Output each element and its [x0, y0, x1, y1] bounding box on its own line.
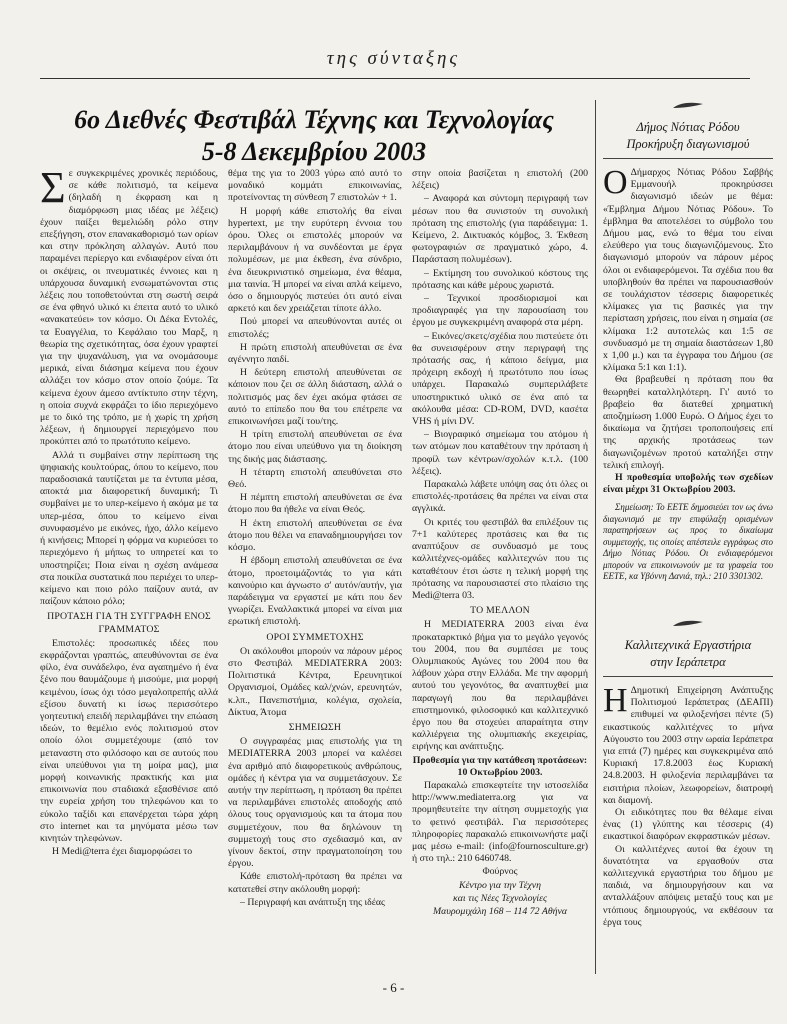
paragraph: Κάθε επιστολή-πρόταση θα πρέπει να κατατεθεί στην ακόλουθη μορφή:: [228, 871, 402, 895]
paragraph: στην οποία βασίζεται η επιστολή (200 λέξεις): [412, 168, 588, 192]
paragraph: – Εκτίμηση του συνολικού κόστους της πρότασης και κάθε μέρους χωριστά.: [412, 267, 588, 291]
feather-ornament-icon: [603, 618, 773, 634]
paragraph: Η MEDIATERRA 2003 είναι ένα προκαταρκτικό βήμα για το μεγάλο γεγονός του 2004, που θα συμπέσει με τους Ολυμπιακούς Αγώνες του 2004 που θα λάβουν χώρα στην Ελλάδα. Με την αφορμή αυτού του γεγονότος, θα αναπτυχθεί μια παραγωγή που θα περιλαμβάνει επιστημονικό, φιλοσοφικό και καλλιτεχνικό έργο που θα στοχεύει απαραίτητα στην καλλιέργεια της ολυμπιακής εκεχειρίας, ειρήνης και ανάπτυξης.: [412, 619, 588, 753]
paragraph: Παρακαλώ επισκεφτείτε την ιστοσελίδα http://www.mediaterra.org για να προμηθευτείτε την αίτηση συμμετοχής για το φετινό φεστιβάλ. Για περισσότερες πληροφορίες παρακαλώ επικοινωνήστε μαζί μας μέσω e-mail: (info@fournosculture.gr) ή στο τηλ.: 210 6460748.: [412, 779, 588, 865]
article-title-line2: 5-8 Δεκεμβρίου 2003: [201, 137, 427, 166]
sidebar-title-line1: Καλλιτεχνικά Εργαστήρια: [624, 638, 752, 652]
header-rule: [40, 78, 750, 79]
sidebar-title-line1: Δήμος Νότιας Ρόδου: [636, 120, 740, 134]
dropcap: Η: [603, 682, 628, 719]
deadline-text: Προθεσμία για την κατάθεση προτάσεων: 10 Οκτωβρίου 2003.: [412, 754, 588, 778]
sidebar-title-line2: Προκήρυξη διαγωνισμού: [626, 137, 750, 151]
paragraph: – Αναφορά και σύντομη περιγραφή των μέσων που θα συνιστούν τη συνολική πρόταση της επιστολής (για παράδειγμα: 1. Κείμενο, 2. Δικτυακός κόμβος, 3. Έκθεση φωτογραφιών σε πραγματικό χώρο, 4. Παράσταση πολυμέσων).: [412, 193, 588, 266]
signature-address: Μαυρομιχάλη 168 – 114 72 Αθήνα: [433, 905, 567, 917]
article-column-1: [40, 168, 218, 974]
paragraph: Επιστολές: προσωπικές ιδέες που εκφράζονται γραπτώς, απευθύνονται σε ένα φίλο, ένα συνάδελφο, ένα αγαπημένο ή ένα ξένο που θαυμάζουμε ή μισούμε, μια μορφή κειμένου, ίσως όχι τόσο μεγαλοπρεπής αλλά εξίσου δυνατή κι ίσως περισσότερο γοητευτική επειδή περιλαμβάνει την επώαση ιδεών, το θεμέλιο ενός πολιτισμού στον οποίο όλοι συμμετέχουμε (από τον μεταναστη στο φιλόσοφο και σε αυτούς που είναι υπεύθυνοι για τη μοίρα μας), μια μορφή κοινωνικής πρακτικής και μια επικοινωνία που σταδιακά εξασθένισε από την ευρεία χρήση του τηλεφώνου και το εύκολο ταξίδι και επανέρχεται τώρα χάρη στο internet και τα μηνύματα μέσω των κινητών τηλεφώνων.: [40, 637, 218, 844]
paragraph: Η πέμπτη επιστολή απευθύνεται σε ένα άτομο που θα ήθελε να είναι Θεός.: [228, 492, 402, 516]
paragraph: Η έβδομη επιστολή απευθύνεται σε ένα άτομο, προετοιμάζοντάς το για κάτι καινούριο και άγνωστο σ' αυτόν/αυτήν, για παράδειγμα να εργαστεί με κάτι που δεν γνωρίζει. Εναλλακτικά μπορεί να είναι μια ερωτική επιστολή.: [228, 555, 402, 628]
sidebar-box-rhodes: [603, 100, 773, 582]
paragraph: – Βιογραφικό σημείωμα του ατόμου ή των ατόμων που καταθέτουν την πρόταση ή προφίλ των κέντρων/σχολών κ.τ.λ. (100 λέξεις).: [412, 429, 588, 477]
section-header-title: της σύνταξης: [326, 48, 461, 69]
dropcap: Ο: [603, 164, 628, 201]
sidebar-note: Σημείωση: Το ΕΕΤΕ δημοσιεύει τον ως άνω διαγωνισμό με την επιφύλαξη ορισμένων παρατηρήσεων ως προς το δικαίωμα συμμετοχής, τις οποίες απέστειλε εγγράφως στο Δήμο Νότιας Ρόδου. Οι ενδιαφερόμενοι μπορούν να επικοινωνούν με τα γραφεία του ΕΕΤΕ, κα Υβόννη Δανιά, τηλ.: 210 3301302.: [603, 502, 773, 581]
page-number: - 6 -: [382, 980, 405, 995]
paragraph: Οι ειδικότητες που θα θέλαμε είναι ένας (1) γλύπτης και τέσσερις (4) εικαστικοί διαφόρων εκφραστικών μέσων.: [603, 807, 773, 843]
section-heading: ΤΟ ΜΕΛΛΟΝ: [470, 605, 530, 617]
paragraph: Πού μπορεί να απευθύνονται αυτές οι επιστολές;: [228, 316, 402, 340]
paragraph: Αλλά τι συμβαίνει στην περίπτωση της ψηφιακής κουλτούρας, όπου το κείμενο, που παραδοσιακά ταυτίζεται με τα έντυπα μέσα, αποκτά μια διαφορετική δυναμική; Τι συμβαίνει με το υπερ-κείμενο ή ακόμα με τα υπερ-μέσα, όπου το κείμενο είναι συνυφασμένο με εικόνες, ήχο, άλλο κείμενο ή κινήσεις; Μπορεί η φόρμα να κυριεύσει το περιεχόμενο ή μήπως το υπηρετεί και το υποστηρίζει; Ποια είναι η σχέση ανάμεσα στα ποικίλα συστατικά που περιέχει το υπερ-κείμενο και ποιο ρόλο παίζουν αυτά, αν παίζουν κάποιο ρόλο;: [40, 449, 218, 608]
paragraph: Η τέταρτη επιστολή απευθύνεται στο Θεό.: [228, 466, 402, 491]
signature-org: Φούρνος: [482, 866, 518, 878]
paragraph: Η δεύτερη επιστολή απευθύνεται σε κάποιον που ζει σε άλλη διάσταση, αλλά ο πολιτισμός μας δεν έχει ακόμα φτάσει σε αυτό το επίπεδο που θα του επέτρεπε να επικοινωνήσει μαζί του/της.: [228, 367, 402, 428]
article-column-2: [228, 168, 402, 974]
deadline-text: Η προθεσμία υποβολής των σχεδίων είναι μέχρι 31 Οκτωβρίου 2003.: [603, 472, 773, 496]
paragraph: Οι κριτές του φεστιβάλ θα επιλέξουν τις 7+1 καλύτερες προτάσεις και θα τις αναπτύξουν σε συνδυασμό με τους καλλιτέχνες-ομάδες καλλιτεχνών που τις καταθέτουν έτσι ώστε η τελική μορφή της πρότασης να παρουσιαστεί στο πλαίσιο της Medi@terra 03.: [412, 516, 588, 601]
section-heading: ΣΗΜΕΙΩΣΗ: [288, 721, 342, 733]
section-heading: ΠΡΟΤΑΣΗ ΓΙΑ ΤΗ ΣΥΓΓΡΑΦΗ ΕΝΟΣ ΓΡΑΜΜΑΤΟΣ: [47, 611, 211, 635]
article-title-line1: 6ο Διεθνές Φεστιβάλ Τέχνης και Τεχνολογίας: [74, 105, 554, 134]
sidebar-box-ierapetra: [603, 618, 773, 929]
paragraph: Δήμαρχος Νότιας Ρόδου Σαββής Εμμανουήλ προκηρύσσει διαγωνισμό ιδεών με θέμα: «Έμβλημα Δήμου Νότιας Ρόδου». Το έμβλημα θα αποτελέσει το σύμβολο του Δήμου μας, ενώ το θέμα του είναι ελεύθερο για τους διαγωνιζόμενους. Στο διαγωνισμό μπορούν να πάρουν μέρος όλοι οι ενδιαφερόμενοι. Τα σχέδια που θα υποβληθούν θα πρέπει να παρουσιασθούν σε τουλάχιστον τέσσερις διαφορετικές κλίμακες για τις βασικές για την περίσταση χρήσεις, που είναι η σημαία (σε κλίμακα 1:2 αυτοτελώς και 1:5 σε συνδυασμό με τη σημαία διαστάσεων 1,80 x 1,00 μ.) και τα έγγραφα του Δήμου (σε κλίμακα 5:1 και 1:1).: [603, 167, 773, 374]
sidebar-title-line2: στην Ιεράπετρα: [650, 655, 726, 669]
feather-ornament-icon: [603, 100, 773, 116]
column-divider: [595, 100, 596, 974]
paragraph: – Εικόνες/σκετς/σχέδια που πιστεύετε ότι θα συνεισφέρουν στην περιγραφή της πρότασής σας, ή κάποιο δείγμα, μια πρόχειρη εκδοχή ή πρωτότυπο που ίσως υπάρχει. Παρακαλώ συμπεριλάβετε υποστηρικτικό υλικό σε ένα από τα ακόλουθα μέσα: CD-ROM, DVD, κασέτα VHS ή μίνι DV.: [412, 330, 588, 428]
dropcap: Σ: [40, 168, 66, 212]
paragraph: Οι ακόλουθοι μπορούν να πάρουν μέρος στο Φεστιβάλ MEDIATERRA 2003: Πολιτιστικά Κέντρα, Ερευνητικοί Οργανισμοί, Ομάδες καλ/χνών, ερευνητών, κ.λπ., Πανεπιστήμια, κολέγια, σχολεία, Δίκτυα, Άτομα: [228, 645, 402, 718]
paragraph: Η μορφή κάθε επιστολής θα είναι hypertext, με την ευρύτερη έννοια του όρου. Όλες οι επιστολές μπορούν να περιλαμβάνουν ή να συνδέονται με έργα πολυμέσων, με μια έκθεση, ένα σύνδριο, ένα διευκρινιστικό σημείωμα, ένα θέαμα, μια ταινία. Ή μπορεί να είναι απλά κείμενο, όσο ο δημιουργός πιστεύει ότι αυτό είναι αρκετό και δεν χρειάζεται τίποτε άλλο.: [228, 205, 402, 315]
signature-line: και τις Νέες Τεχνολογίες: [453, 892, 547, 904]
article-title: [40, 104, 588, 168]
article-column-3: [412, 168, 588, 974]
paragraph: ε συγκεκριμένες χρονικές περιόδους, σε κάθε πολιτισμό, τα κείμενα (δηλαδή η έκφραση και η διαμόρφωση μιας ιδέας με λέξεις) έχουν παίξει θεμελιώδη ρόλο στην επεξήγηση, στον επανακαθορισμό των ορίων και στην πρόκληση αλλαγών. Αυτό που παραμένει περίεργο και ενδιαφέρον είναι ότι οι σκέψεις, οι πνευματικές έννοιες και η υπάρχουσα δυναμική ενσωματώνονται στις λέξεις που τοποθετούνται στη σωστή σειρά σε ένα φθηνό υλικό κι έπειτα αυτό το υλικό «ανακατεύει» τον κόσμο. Οι Δέκα Εντολές, τα Ευαγγέλια, το Κεφάλαιο του Μαρξ, η θεωρία της σχετικότητας, όσα έχουν γραφτεί για την ψυχανάλυση, για να ονομάσουμε μερικά, είναι διάσημα κείμενα που έχουν αλλάξει τον κόσμο στον οποίο ζούμε. Τα κείμενα έχουν άμεσο αντίκτυπο στην τέχνη, η οποία συχνά εκφράζει το ίδιο περιεχόμενο με το δικό της τρόπο, με ή χωρίς τη χρήση λέξεων, ή δημιουργεί περιεχόμενο που προκύπτει από το πρωτότυπο κείμενο.: [40, 168, 218, 448]
paragraph: θέμα της για το 2003 γύρω από αυτό το μοναδικό κομμάτι επικοινωνίας, προτείνοντας τη σύνθεση 7 επιστολών + 1.: [228, 168, 402, 204]
paragraph: Ο συγγραφέας μιας επιστολής για τη MEDIATERRA 2003 μπορεί να καλέσει ένα αριθμό από διαφορετικούς ανθρώπους, ομάδες ή κέντρα για να συμμετάσχουν. Σε αυτήν την περίπτωση, η πρόταση θα πρέπει να περιλαμβάνει επιστολές αποδοχής από όλους τους οργανισμούς και τα άτομα που συμμετέχουν, που θα δηλώνουν τη συμμετοχή τους στο σχεδιασμό και, αν γίνουν δεκτοί, στην πραγματοποίηση του έργου.: [228, 736, 402, 870]
signature-line: Κέντρο για την Τέχνη: [459, 879, 541, 891]
paragraph: Η τρίτη επιστολή απευθύνεται σε ένα άτομο που είναι υπεύθυνο για τη διοίκηση της δικής μας διάστασης.: [228, 429, 402, 465]
paragraph: Η έκτη επιστολή απευθύνεται σε ένα άτομο που θέλει να επαναδημιουργήσει τον κόσμο.: [228, 517, 402, 554]
paragraph: Η πρώτη επιστολή απευθύνεται σε ένα αγέννητο παιδί.: [228, 341, 402, 366]
paragraph: Θα βραβευθεί η πρόταση που θα θεωρηθεί καταλληλότερη. Γι' αυτό το βραβείο θα διατεθεί χρηματική αποζημίωση 1.000 Ευρώ. Ο Δήμος έχει το δικαίωμα να ζητήσει τροποποιήσεις επί της αρχικής προτάσεως των διαγωνιζομένων προτού καταλήξει στην τελική επιλογή.: [603, 374, 773, 471]
section-heading: ΟΡΟΙ ΣΥΜΜΕΤΟΧΗΣ: [266, 631, 364, 643]
sidebar-rule: [603, 676, 773, 677]
paragraph: Δημοτική Επιχείρηση Ανάπτυξης Πολιτισμού Ιεράπετρας (ΔΕΑΠΙ) επιθυμεί να φιλοξενήσει πέντε (5) εικαστικούς καλλιτέχνες το μήνα Αύγουστο του 2003 στην ωραία Ιεράπετρα για επτά (7) ημέρες και συγκεκριμένα από Κυριακή 17.8.2003 έως Κυριακή 24.8.2003. Η φιλοξενία περιλαμβάνει τα εισιτήρια πλοίων, λεωφορείων, διατροφή και διαμονή.: [603, 685, 773, 806]
paragraph: – Περιγραφή και ανάπτυξη της ιδέας: [240, 896, 385, 908]
paragraph: – Τεχνικοί προσδιορισμοί και προδιαγραφές για την παρουσίαση του έργου με συγκεκριμένη αναφορά στα μέρη.: [412, 293, 588, 329]
paragraph: Παρακαλώ λάβετε υπόψη σας ότι όλες οι επιστολές-προτάσεις θα πρέπει να είναι στα αγγλικά.: [412, 479, 588, 515]
paragraph: Οι καλλιτέχνες αυτοί θα έχουν τη δυνατότητα να εργασθούν στα καλλιτεχνικά εργαστήρια του δήμου με παιδιά, να δημιουργήσουν και να ανταλλάξουν απόψεις μεταξύ τους και με ντόπιους δημιουργούς, να εκθέσουν τα έργα τους: [603, 843, 773, 928]
paragraph: Η Medi@terra έχει διαμορφώσει το: [52, 846, 193, 858]
sidebar-rule: [603, 158, 773, 159]
